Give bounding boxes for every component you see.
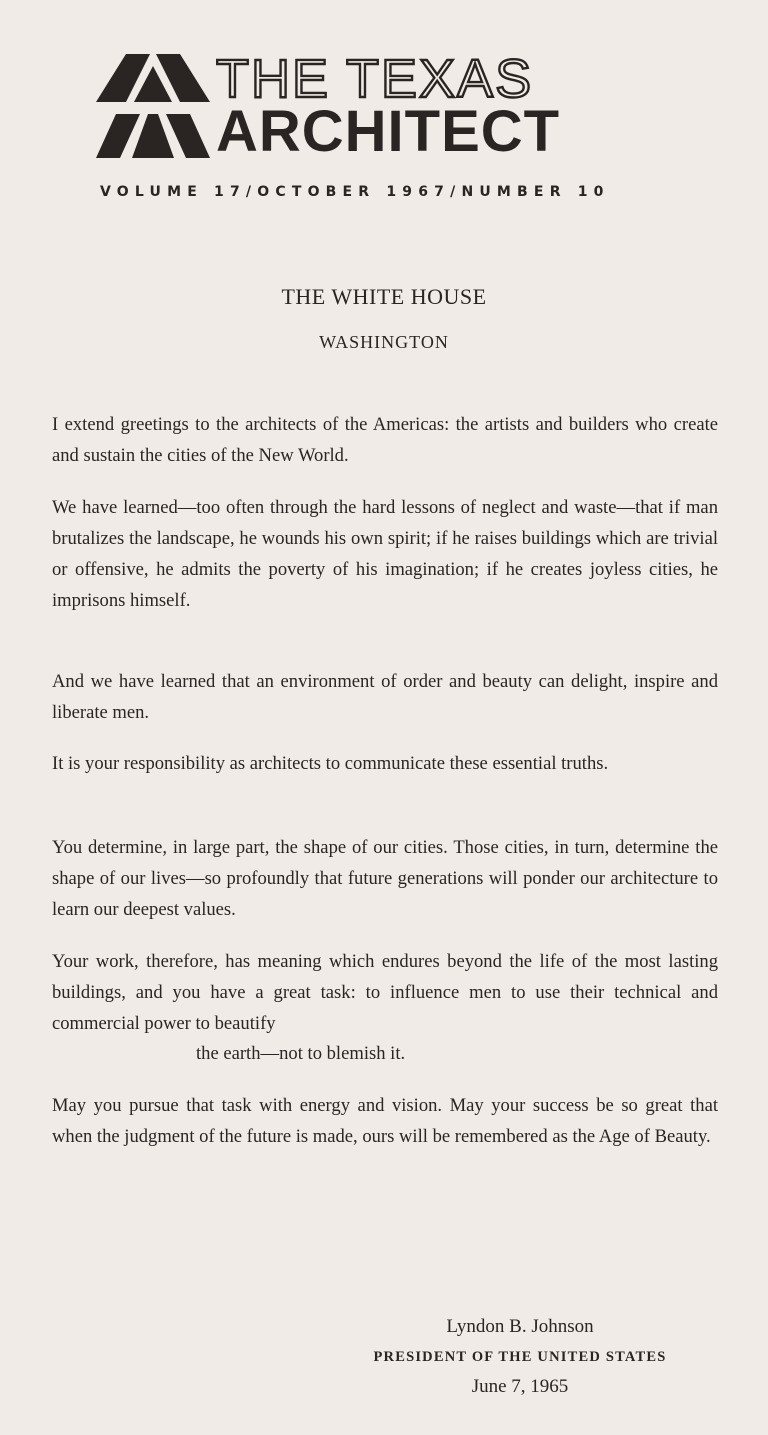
letter-date: June 7, 1965 bbox=[471, 1376, 569, 1397]
signatory-title: PRESIDENT OF THE UNITED STATES bbox=[373, 1349, 667, 1365]
letter-paragraph: It is your responsibility as architects to communicate these essential truths. bbox=[52, 753, 609, 774]
letter-paragraph: And we have learned that an environment of order and beauty can delight, inspire and liberate men. bbox=[52, 671, 718, 723]
issue-info: VOLUME 17/OCTOBER 1967/NUMBER 10 bbox=[100, 184, 610, 200]
letter-paragraph: I extend greetings to the architects of the Americas: the artists and builders who create and sustain the cities of the New World. bbox=[52, 414, 718, 466]
masthead-title-line2: ARCHITECT bbox=[216, 99, 561, 164]
letter-paragraph: You determine, in large part, the shape of our cities. Those cities, in turn, determine the shape of our lives—so profoundly that future generations will ponder our architecture to learn our deepest values. bbox=[52, 837, 718, 920]
signatory-name: Lyndon B. Johnson bbox=[446, 1316, 594, 1337]
letter-paragraph: May you pursue that task with energy and vision. May your success be so great that when the judgment of the future is made, ours will be remembered as the Age of Beauty. bbox=[52, 1095, 718, 1147]
triangular-a-logo-icon bbox=[96, 52, 212, 160]
letterhead-title: THE WHITE HOUSE bbox=[281, 284, 487, 309]
letter-paragraph: Your work, therefore, has meaning which endures beyond the life of the most lasting buildings, and you have a great task: to influence men to use their technical and commercial power to beautify bbox=[52, 951, 718, 1034]
letter-paragraph-continuation: the earth—not to blemish it. bbox=[196, 1043, 406, 1064]
signature-block bbox=[350, 1312, 690, 1402]
masthead bbox=[96, 49, 676, 164]
masthead-title-line1: THE TEXAS bbox=[216, 49, 534, 109]
letter-paragraph: We have learned—too often through the hard lessons of neglect and waste—that if man brutalizes the landscape, he wounds his own spirit; if he raises buildings which are trivial or offensive, he admits the poverty of his imagination; if he creates joyless cities, he imprisons himself. bbox=[52, 497, 718, 611]
letterhead-city: WASHINGTON bbox=[319, 332, 449, 352]
